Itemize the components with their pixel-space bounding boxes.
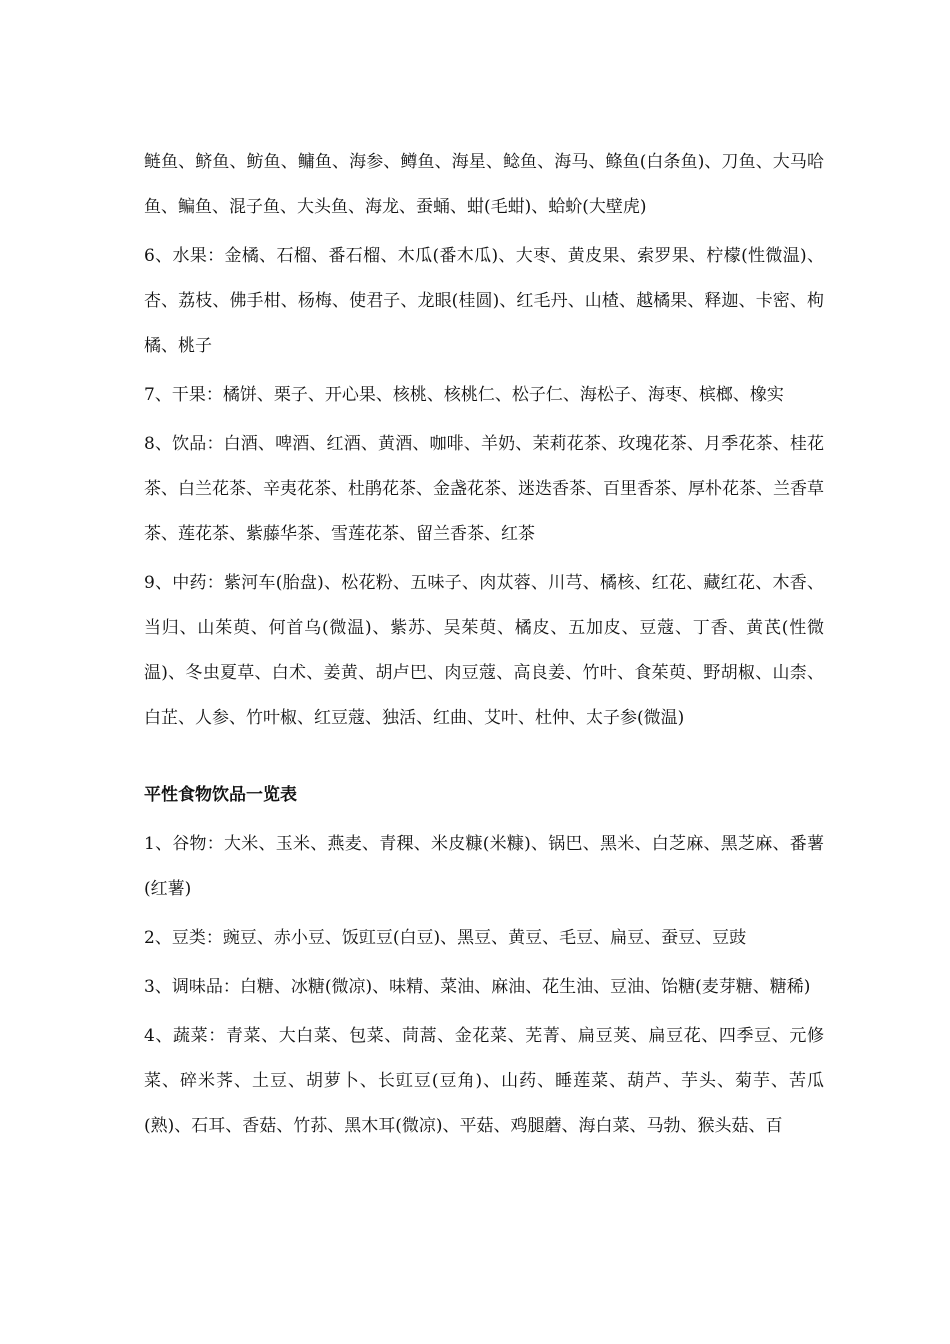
paragraph-fish-list: 鲢鱼、鲚鱼、鲂鱼、鳙鱼、海参、鳟鱼、海星、鲶鱼、海马、鲦鱼(白条鱼)、刀鱼、大马哈鱼、鳊鱼、混子鱼、大头鱼、海龙、蚕蛹、蚶(毛蚶)、蛤蚧(大壁虎) [144, 152, 824, 217]
paragraph-drinks: 8、饮品：白酒、啤酒、红酒、黄酒、咖啡、羊奶、茉莉花茶、玫瑰花茶、月季花茶、桂花茶、白兰花茶、辛夷花茶、杜鹃花茶、金盏花茶、迷迭香茶、百里香茶、厚朴花茶、兰香草茶、莲花茶、紫藤华茶、雪莲花茶、留兰香茶、红茶 [144, 434, 824, 544]
paragraph-condiments: 3、调味品：白糖、冰糖(微凉)、味精、菜油、麻油、花生油、豆油、饴糖(麦芽糖、糖稀) [144, 977, 811, 997]
paragraph-vegetables: 4、蔬菜：青菜、大白菜、包菜、茼蒿、金花菜、芜菁、扁豆荚、扁豆花、四季豆、元修菜、碎米荠、土豆、胡萝卜、长豇豆(豆角)、山药、睡莲菜、葫芦、芋头、菊芋、苦瓜(熟)、石耳、香菇、竹荪、黑木耳(微凉)、平菇、鸡腿蘑、海白菜、马勃、猴头菇、百 [144, 1026, 824, 1136]
paragraph-dried-fruits: 7、干果：橘饼、栗子、开心果、核桃、核桃仁、松子仁、海松子、海枣、槟榔、橡实 [144, 385, 784, 405]
paragraph-grains: 1、谷物：大米、玉米、燕麦、青稞、米皮糠(米糠)、锅巴、黑米、白芝麻、黑芝麻、番薯(红薯) [144, 834, 824, 899]
paragraph-herbs: 9、中药：紫河车(胎盘)、松花粉、五味子、肉苁蓉、川芎、橘核、红花、藏红花、木香、当归、山茱萸、何首乌(微温)、紫苏、吴茱萸、橘皮、五加皮、豆蔻、丁香、黄芪(性微温)、冬虫夏草、白术、姜黄、胡卢巴、肉豆蔻、高良姜、竹叶、食茱萸、野胡椒、山柰、白芷、人参、竹叶椒、红豆蔻、独活、红曲、艾叶、杜仲、太子参(微温) [144, 573, 824, 728]
section-heading: 平性食物饮品一览表 [144, 785, 297, 805]
paragraph-beans: 2、豆类：豌豆、赤小豆、饭豇豆(白豆)、黑豆、黄豆、毛豆、扁豆、蚕豆、豆豉 [144, 928, 747, 948]
document-body [144, 140, 824, 1153]
paragraph-fruits: 6、水果：金橘、石榴、番石榴、木瓜(番木瓜)、大枣、黄皮果、索罗果、柠檬(性微温)、杏、荔枝、佛手柑、杨梅、使君子、龙眼(桂圆)、红毛丹、山楂、越橘果、释迦、卡密、枸橘、桃子 [144, 246, 824, 356]
